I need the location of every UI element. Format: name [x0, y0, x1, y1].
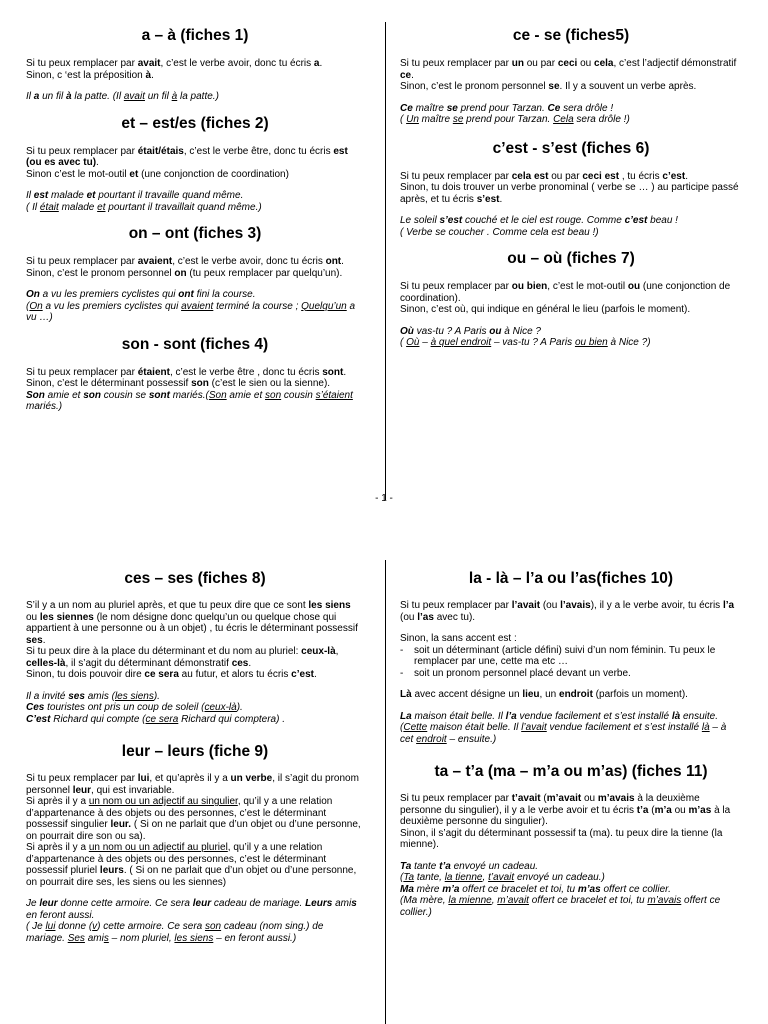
rule-text: S’il y a un nom au pluriel après, et que tu peux dire que ce sont les siens ou les siennes (le nom désigne donc quelqu’un ou quelque chose qui appartient à une personne ou à un objet) , tu écris le déterminant possessif ses. [26, 600, 358, 646]
rule-text: Si tu peux remplacer par étaient, c’est le verbe être , donc tu écris sont. [26, 366, 347, 378]
example-text: ( Verbe se coucher . Comme cela est beau !) [400, 226, 599, 238]
section-title: ta – t’a (ma – m’a ou m’as) (fiches 11) [434, 763, 708, 780]
rule-text: Si tu peux dire à la place du déterminant et du nom au pluriel: ceux-là, celles-là, il s’agit du déterminant démonstratif ces. [26, 646, 339, 669]
section-title: a – à (fiches 1) [141, 27, 249, 44]
section-ta-ta [400, 763, 742, 918]
section-title: et – est/es (fiches 2) [121, 114, 269, 132]
section-leur-leurs [26, 743, 364, 944]
section-et-est [26, 115, 364, 214]
example-text: Le soleil s’est couché et le ciel est rouge. Comme c’est beau ! [400, 215, 678, 226]
example-text: (Ta tante, la tienne, t’avait envoyé un cadeau.) [400, 872, 605, 883]
column-bottom-left [26, 570, 364, 944]
example-text: Je leur donne cette armoire. Ce sera leur cadeau de mariage. Leurs amis en feront aussi. [26, 898, 357, 921]
example-text: C’est Richard qui compte (ce sera Richard qui comptera) . [26, 713, 286, 725]
section-a-a [26, 27, 364, 103]
example-text: Il a invité ses amis (les siens). [26, 690, 160, 702]
example-text: ( Où – à quel endroit – vas-tu ? A Paris ou bien à Nice ?) [400, 337, 651, 348]
section-ces-ses [26, 570, 364, 725]
section-title: son - sont (fiches 4) [121, 335, 269, 353]
rule-text: Là avec accent désigne un lieu, un endroit (parfois un moment). [400, 689, 688, 700]
rule-text: Si tu peux remplacer par t’avait (m’avait ou m’avais à la deuxième personne du singulier), il y a le verbe avoir et tu écris t’a (m’a ou m’as à la deuxième personne du singulier). [400, 793, 731, 827]
section-son-sont [26, 336, 364, 413]
example-text: Il a un fil à la patte. (Il avait un fil à la patte.) [26, 91, 219, 102]
rule-text: Si tu peux remplacer par ou bien, c’est le mot-outil ou (une conjonction de coordination). [400, 281, 731, 304]
example-text: On a vu les premiers cyclistes qui ont fini la course. [26, 289, 256, 300]
column-bottom-right [400, 570, 742, 918]
section-title: la - là – l’a ou l’as(fiches 10) [468, 570, 674, 587]
example-text: ( Je lui donne (v) cette armoire. Ce sera son cadeau (nom sing.) de mariage. Ses amis – nom pluriel, les siens – en feront aussi.) [26, 921, 324, 944]
section-title: ou – où (fiches 7) [507, 250, 635, 267]
example-text: (Cette maison était belle. Il l’avait vendue facilement et s’est installé là – à cet endroit – ensuite.) [400, 722, 727, 745]
list-item: - soit un déterminant (article défini) suivi d’un nom féminin. Tu peux le remplacer par une, cette ma etc … [400, 645, 742, 668]
section-ou-ou [400, 250, 742, 349]
list-item: - soit un pronom personnel placé devant un verbe. [400, 668, 742, 680]
rule-text: Si tu peux remplacer par avaient, c’est le verbe avoir, donc tu écris ont. [26, 256, 344, 267]
rule-list [400, 645, 742, 680]
example-text: Il est malade et pourtant il travaille quand même. [26, 190, 244, 201]
rule-text: Si tu peux remplacer par avait, c’est le verbe avoir, donc tu écris a. [26, 58, 323, 69]
example-text: ( Il était malade et pourtant il travaillait quand même.) [26, 201, 262, 213]
column-divider-top [385, 22, 386, 500]
rule-text: Si tu peux remplacer par l’avait (ou l’avais), il y a le verbe avoir, tu écris l’a (ou l’as avec tu). [400, 600, 735, 623]
example-text: La maison était belle. Il l’a vendue facilement et s’est installé là ensuite. [400, 710, 718, 722]
section-cest-sest [400, 140, 742, 239]
rule-text: Sinon, il s’agit du déterminant possessif ta (ma). tu peux dire la tienne (la mienne). [400, 827, 723, 850]
example-text: (On a vu les premiers cyclistes qui avaient terminé la course ; Quelqu’un a vu …) [26, 300, 356, 323]
example-text: Ces touristes ont pris un coup de soleil (ceux-là). [26, 702, 243, 713]
column-top-left [26, 27, 364, 413]
example-text: ( Un maître se prend pour Tarzan. Cela sera drôle !) [400, 114, 630, 125]
rule-text: Si tu peux remplacer par lui, et qu’après il y a un verbe, il s’agit du pronom personnel leur, qui est invariable. [26, 773, 359, 796]
section-title: ces – ses (fiches 8) [124, 570, 266, 587]
section-title: on – ont (fiches 3) [128, 225, 262, 242]
page-number: - 1 - [375, 493, 393, 504]
rule-text: Sinon, c’est le pronom personnel se. Il y a souvent un verbe après. [400, 81, 697, 92]
example-text: Son amie et son cousin se sont mariés.(Son amie et son cousin s’étaient mariés.) [26, 389, 353, 412]
rule-text: Sinon, c’est le déterminant possessif son (c’est le sien ou la sienne). [26, 378, 331, 389]
column-top-right [400, 27, 742, 349]
example-text: Où vas-tu ? A Paris ou à Nice ? [400, 325, 541, 337]
section-title: ce - se (fiches5) [512, 27, 630, 44]
example-text: Ma mère m’a offert ce bracelet et toi, tu m’as offert ce collier. [400, 883, 671, 895]
section-title: leur – leurs (fiche 9) [121, 743, 269, 760]
rule-text: Si après il y a un nom ou un adjectif au singulier, qu’il y a une relation d’appartenance à des objets ou des personnes, c’est le déterminant possessif singulier leur. ( Si on ne parlait que d’un objet ou d’une personne, on pourrait dire son ou sa). [26, 796, 361, 842]
rule-text: Sinon, tu dois pouvoir dire ce sera au futur, et alors tu écris c’est. [26, 669, 317, 680]
rule-text: Si tu peux remplacer par un ou par ceci ou cela, c’est l’adjectif démonstratif ce. [400, 58, 737, 81]
rule-text: Sinon c’est le mot-outil et (une conjonction de coordination) [26, 168, 289, 180]
section-title: c’est - s’est (fiches 6) [492, 139, 650, 157]
rule-text: Sinon, la sans accent est : [400, 633, 517, 644]
example-text: Ta tante t’a envoyé un cadeau. [400, 860, 539, 872]
rule-text: Sinon, tu dois trouver un verbe pronominal ( verbe se … ) au participe passé après, et tu écris s’est. [400, 182, 739, 205]
rule-text: Si après il y a un nom ou un adjectif au pluriel, qu’il y a une relation d’appartenance à des objets ou des personnes, c’est le déterminant possessif pluriel leurs. ( Si on ne parlait que d’un objet ou d’une personne, on pourrait dire ses, les siens ou les siennes) [26, 842, 357, 888]
section-la-la [400, 570, 742, 745]
section-on-ont [26, 225, 364, 324]
rule-text: Sinon, c’est où, qui indique en général le lieu (parfois le moment). [400, 304, 691, 315]
rule-text: Sinon, c ‘est la préposition à. [26, 69, 154, 81]
example-text: Ce maître se prend pour Tarzan. Ce sera drôle ! [400, 102, 614, 114]
rule-text: Sinon, c’est le pronom personnel on (tu peux remplacer par quelqu’un). [26, 267, 343, 279]
rule-text: Si tu peux remplacer par cela est ou par ceci est , tu écris c’est. [400, 170, 688, 182]
section-ce-se [400, 27, 742, 126]
rule-text: Si tu peux remplacer par était/étais, c’est le verbe être, donc tu écris est (ou es avec tu). [26, 145, 348, 168]
example-text: (Ma mère, la mienne, m’avait offert ce bracelet et toi, tu m’avais offert ce collier.) [400, 895, 721, 918]
column-divider-bottom [385, 560, 386, 1024]
